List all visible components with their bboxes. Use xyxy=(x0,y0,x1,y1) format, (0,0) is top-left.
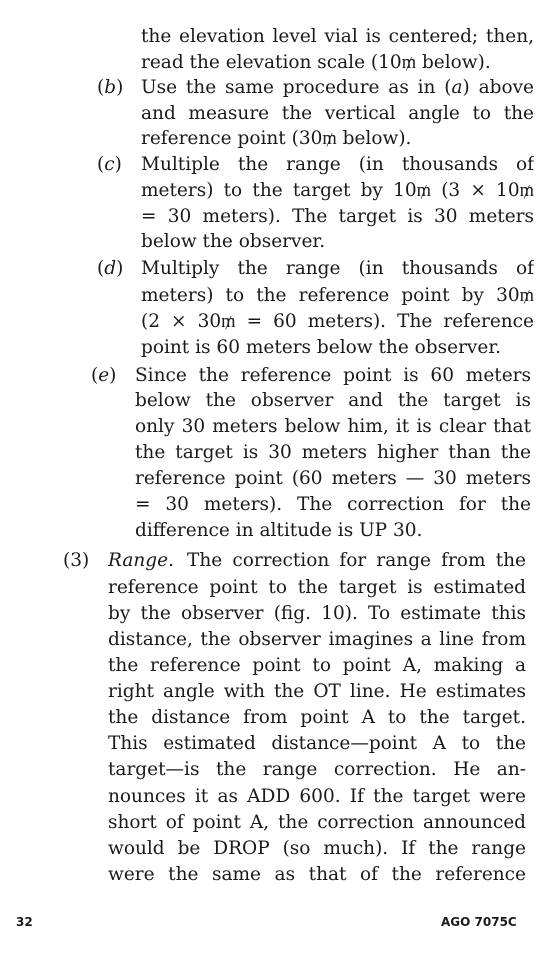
line-text: right angle with the OT line. He estimates xyxy=(108,681,526,702)
text-line xyxy=(0,492,552,518)
item-marker: (d) xyxy=(97,258,124,279)
line-text: read the elevation scale (10₥ below). xyxy=(141,52,491,73)
line-text: Multiply the range (in thousands of xyxy=(141,258,534,279)
line-text: only 30 meters below him, it is clear that xyxy=(135,416,531,437)
line-text: meters) to the reference point by 30₥ xyxy=(141,285,534,306)
text-line xyxy=(0,601,552,627)
range-heading: Range. xyxy=(108,550,174,571)
text-line xyxy=(0,283,552,309)
text-line xyxy=(0,178,552,204)
line-text: This estimated distance—point A to the xyxy=(108,733,526,754)
line-text: (2 × 30₥ = 60 meters). The reference xyxy=(141,311,534,332)
text-line xyxy=(0,862,552,888)
text-line xyxy=(0,335,552,361)
text-line xyxy=(0,363,552,389)
text-line xyxy=(0,679,552,705)
text-line xyxy=(0,414,552,440)
text-line xyxy=(0,810,552,836)
item-marker: (e) xyxy=(91,365,117,386)
line-text: meters) to the target by 10₥ (3 × 10₥ xyxy=(141,180,534,201)
text-line xyxy=(0,50,552,76)
line-text: would be DROP (so much). If the range xyxy=(108,838,526,859)
item-marker: (3) xyxy=(63,550,90,571)
line-text: short of point A, the correction announced xyxy=(108,812,526,833)
text-line xyxy=(0,627,552,653)
line-text: = 30 meters). The correction for the xyxy=(135,494,531,515)
line-text: point is 60 meters below the observer. xyxy=(141,337,502,358)
line-text: reference point (60 meters — 30 meters xyxy=(135,468,531,489)
line-text: the reference point to point A, making a xyxy=(108,655,526,676)
text-line xyxy=(0,836,552,862)
text-line xyxy=(0,575,552,601)
text-line xyxy=(0,653,552,679)
line-text: = 30 meters). The target is 30 meters xyxy=(141,206,534,227)
line-text: were the same as that of the reference xyxy=(108,864,526,885)
line-text: The correction for range from the xyxy=(187,550,526,571)
line-text: nounces it as ADD 600. If the target were xyxy=(108,786,526,807)
line-text: Since the reference point is 60 meters xyxy=(135,365,531,386)
text-line xyxy=(0,101,552,127)
text-line xyxy=(0,204,552,230)
line-text: by the observer (fig. 10). To estimate this xyxy=(108,603,526,624)
text-line xyxy=(0,518,552,544)
text-line xyxy=(0,152,552,178)
page-number: 32 xyxy=(16,915,33,929)
line-text: target—is the range correction. He an- xyxy=(108,759,526,780)
item-marker: (b) xyxy=(97,77,124,98)
text-line xyxy=(0,126,552,152)
text-line xyxy=(0,705,552,731)
text-line xyxy=(0,784,552,810)
line-text: reference point to the target is estimated xyxy=(108,577,526,598)
line-text: the elevation level vial is centered; then, xyxy=(141,26,534,47)
text-line xyxy=(0,757,552,783)
text-line xyxy=(0,256,552,282)
document-code: AGO 7075C xyxy=(441,915,517,929)
text-line xyxy=(0,75,552,101)
line-text: Multiple the range (in thousands of xyxy=(141,154,534,175)
line-text: reference point (30₥ below). xyxy=(141,128,412,149)
line-text: the distance from point A to the target. xyxy=(108,707,526,728)
text-line xyxy=(0,229,552,255)
item-marker: (c) xyxy=(97,154,122,175)
text-line xyxy=(0,440,552,466)
text-line xyxy=(0,309,552,335)
line-text: the target is 30 meters higher than the xyxy=(135,442,531,463)
line-text: and measure the vertical angle to the xyxy=(141,103,534,124)
line-text: Use the same procedure as in (a) above xyxy=(141,77,534,98)
line-text: distance, the observer imagines a line from xyxy=(108,629,526,650)
line-text: below the observer and the target is xyxy=(135,390,531,411)
text-line xyxy=(0,466,552,492)
text-line xyxy=(0,731,552,757)
text-line xyxy=(0,388,552,414)
text-line xyxy=(0,548,552,574)
line-text: below the observer. xyxy=(141,231,326,252)
line-text: difference in altitude is UP 30. xyxy=(135,520,423,541)
text-line xyxy=(0,24,552,50)
